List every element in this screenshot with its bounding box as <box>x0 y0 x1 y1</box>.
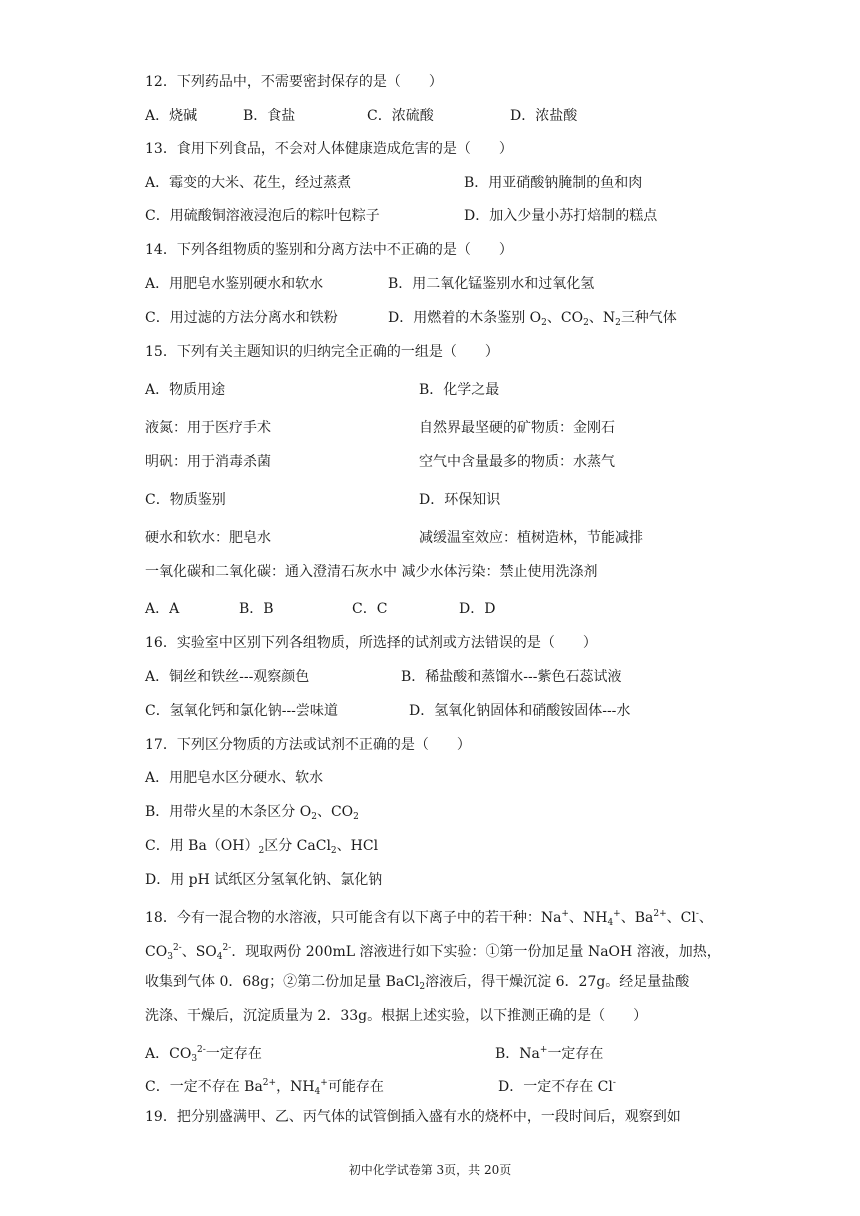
question-14-stem: 14．下列各组物质的鉴别和分离方法中不正确的是（ ） <box>145 242 513 258</box>
option-a: A．铜丝和铁丝---观察颜色 <box>145 669 310 685</box>
option-a: A．用肥皂水鉴别硬水和软水 <box>145 276 324 292</box>
option-c: C．浓硫酸 <box>367 108 434 124</box>
table-cell-d1: 减缓温室效应：植树造林，节能减排 <box>419 530 643 546</box>
option-d: D．一定不存在 Cl- <box>498 1078 616 1095</box>
option-c: C．一定不存在 $Ba^{2+}$，$NH_4^+$可能存在 <box>145 1078 384 1097</box>
option-a: A．A <box>145 601 180 617</box>
question-15-stem: 15．下列有关主题知识的归纳完全正确的一组是（ ） <box>145 344 499 360</box>
question-18-line2: $CO_3^{2-}$、$SO_4^{2-}$．现取两份 200mL 溶液进行如下实验：①第一份加足量 NaOH 溶液，加热， <box>145 943 721 962</box>
option-c: C．用硫酸铜溶液浸泡后的粽叶包粽子 <box>145 208 380 224</box>
option-c: C．C <box>352 601 388 617</box>
table-cell-a-head: A．物质用途 <box>145 382 226 398</box>
question-17-stem: 17．下列区分物质的方法或试剂不正确的是（ ） <box>145 737 471 753</box>
table-cell-a1: 液氮：用于医疗手术 <box>145 420 271 436</box>
table-cell-d-head: D．环保知识 <box>419 492 501 508</box>
option-d: D．氢氧化钠固体和硝酸铵固体---水 <box>409 703 631 719</box>
table-cell-c1: 硬水和软水：肥皂水 <box>145 530 271 546</box>
table-cell-b2: 空气中含量最多的物质：水蒸气 <box>419 454 615 470</box>
question-13-stem: 13．食用下列食品，不会对人体健康造成危害的是（ ） <box>145 141 513 157</box>
question-17-option-a: A．用肥皂水区分硬水、软水 <box>145 770 324 786</box>
question-17-option-c: C．用 $Ba(OH)_2$区分 CaCl$_2$、HCl <box>145 838 379 856</box>
question-15-table-row6: 一氧化碳和二氧化碳：通入澄清石灰水中 减少水体污染：禁止使用洗涤剂 <box>145 564 598 580</box>
question-19-stem: 19．把分别盛满甲、乙、丙气体的试管倒插入盛有水的烧杯中，一段时间后，观察到如 <box>145 1109 681 1125</box>
option-a: A．$CO_3^{2-}$一定存在 <box>145 1045 262 1064</box>
option-a: A．霉变的大米、花生，经过蒸煮 <box>145 175 352 191</box>
option-d: D．浓盐酸 <box>510 108 578 124</box>
table-cell-a2: 明矾：用于消毒杀菌 <box>145 454 271 470</box>
question-17-option-d: D．用 pH 试纸区分氢氧化钠、氯化钠 <box>145 872 383 888</box>
table-cell-b-head: B．化学之最 <box>419 382 500 398</box>
option-a: A．烧碱 <box>145 108 198 124</box>
option-b: B．用亚硝酸钠腌制的鱼和肉 <box>464 175 643 191</box>
page-footer: 初中化学试卷第 3页，共 20页 <box>348 1163 512 1177</box>
question-18-line1: 18．今有一混合物的水溶液，只可能含有以下离子中的若干种：Na+、$NH_4^+$、$Ba^{2+}$、Cl-、 <box>145 909 713 928</box>
question-18-line4: 洗涤、干燥后，沉淀质量为 2．33g。根据上述实验，以下推测正确的是（ ） <box>145 1008 648 1024</box>
option-b: B．用二氧化锰鉴别水和过氧化氢 <box>388 276 595 292</box>
option-c: C．氢氧化钙和氯化钠---尝味道 <box>145 703 338 719</box>
question-17-option-b: B．用带火星的木条区分 $O_2$、$CO_2$ <box>145 804 359 822</box>
option-c: C．用过滤的方法分离水和铁粉 <box>145 310 338 326</box>
question-18-line3: 收集到气体 0．68g；②第二份加足量 BaCl$_2$溶液后，得干燥沉淀 6．27g。经足量盐酸 <box>145 974 690 992</box>
option-d: D．用燃着的木条鉴别 $O_2$、$CO_2$、$N_2$三种气体 <box>388 310 677 328</box>
option-b: B．Na+一定存在 <box>495 1045 604 1062</box>
question-16-stem: 16．实验室中区别下列各组物质，所选择的试剂或方法错误的是（ ） <box>145 635 597 651</box>
question-12-stem: 12．下列药品中，不需要密封保存的是（ ） <box>145 74 443 90</box>
table-cell-b1: 自然界最坚硬的矿物质：金刚石 <box>419 420 615 436</box>
option-d: D．D <box>459 601 496 617</box>
option-b: B．B <box>239 601 274 617</box>
option-b: B．食盐 <box>243 108 296 124</box>
option-d: D．加入少量小苏打焙制的糕点 <box>464 208 658 224</box>
table-cell-c-head: C．物质鉴别 <box>145 492 226 508</box>
option-b: B．稀盐酸和蒸馏水---紫色石蕊试液 <box>401 669 622 685</box>
